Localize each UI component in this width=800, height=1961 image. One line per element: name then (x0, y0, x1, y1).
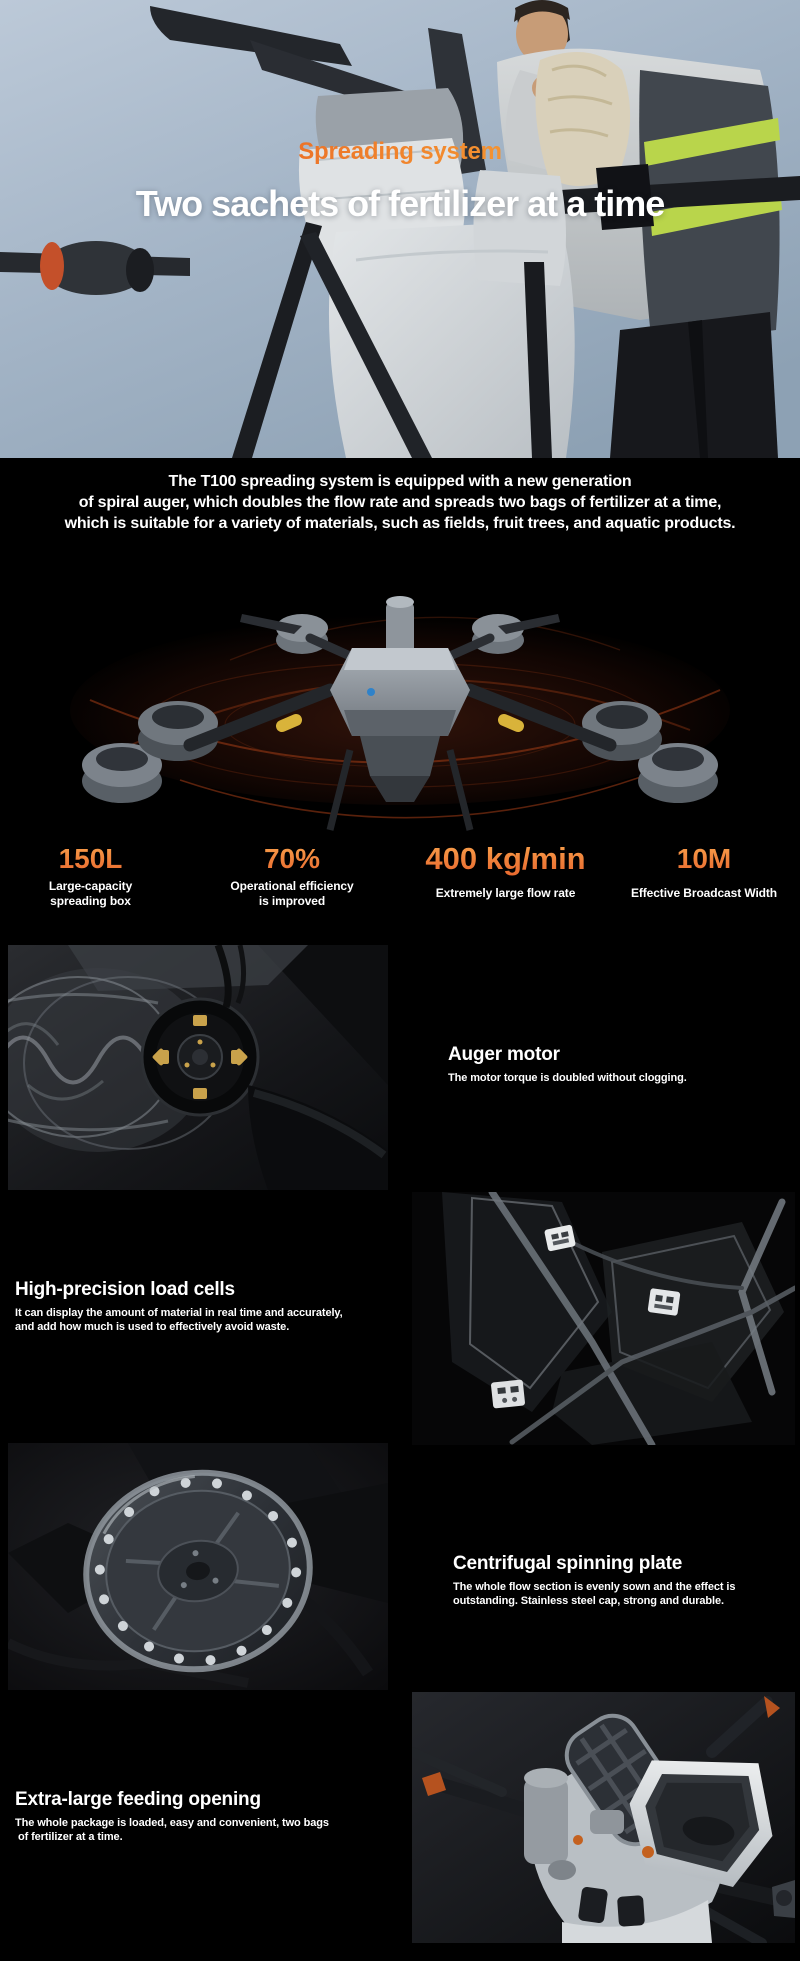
feeding-opening-image (412, 1692, 795, 1943)
stat-efficiency (181, 842, 403, 909)
feature-body-auger-motor: The motor torque is doubled without clogging. (448, 1072, 687, 1084)
stat-label: Extremely large flow rate (435, 886, 576, 900)
intro-line: The T100 spreading system is equipped with a new generation (168, 473, 632, 490)
feature-title-feeding-opening: Extra-large feeding opening (15, 1789, 261, 1810)
drone-top-view (0, 540, 800, 845)
hero-title: Two sachets of fertilizer at a time (135, 183, 665, 224)
stat-capacity (0, 842, 181, 909)
hero-eyebrow: Spreading system (0, 138, 800, 166)
stat-label: Large-capacity spreading box (48, 879, 133, 908)
intro-line: which is suitable for a variety of materials, such as fields, fruit trees, and aquatic products. (64, 515, 736, 532)
stat-flow-rate (403, 842, 608, 901)
spinning-plate-image (8, 1443, 388, 1690)
hero-section (0, 0, 800, 458)
stat-label: Operational efficiency is improved (230, 879, 354, 908)
hero-photo (0, 0, 800, 458)
feature-body-feeding-opening: The whole package is loaded, easy and convenient, two bags of fertilizer at a time. (15, 1817, 329, 1843)
stat-label: Effective Broadcast Width (630, 886, 778, 900)
stat-value: 70% (181, 842, 403, 876)
drone-showcase-image (0, 540, 800, 845)
intro-paragraph (0, 471, 800, 534)
auger-motor-image (8, 945, 388, 1190)
stat-broadcast-width (608, 842, 800, 901)
stat-value: 150L (0, 842, 181, 876)
intro-line: of spiral auger, which doubles the flow rate and spreads two bags of fertilizer at a time, (78, 494, 722, 511)
stat-value: 400 kg/min (403, 842, 608, 876)
feature-body-spinning-plate: The whole flow section is evenly sown and the effect is outstanding. Stainless steel cap, strong and durable. (453, 1581, 736, 1607)
feature-title-auger-motor: Auger motor (448, 1044, 560, 1065)
load-cells-image (412, 1192, 795, 1445)
feature-title-load-cells: High-precision load cells (15, 1279, 235, 1300)
feature-body-load-cells: It can display the amount of material in real time and accurately, and add how much is used to effectively avoid waste. (15, 1307, 343, 1333)
stat-value: 10M (608, 842, 800, 876)
feature-title-spinning-plate: Centrifugal spinning plate (453, 1553, 683, 1574)
